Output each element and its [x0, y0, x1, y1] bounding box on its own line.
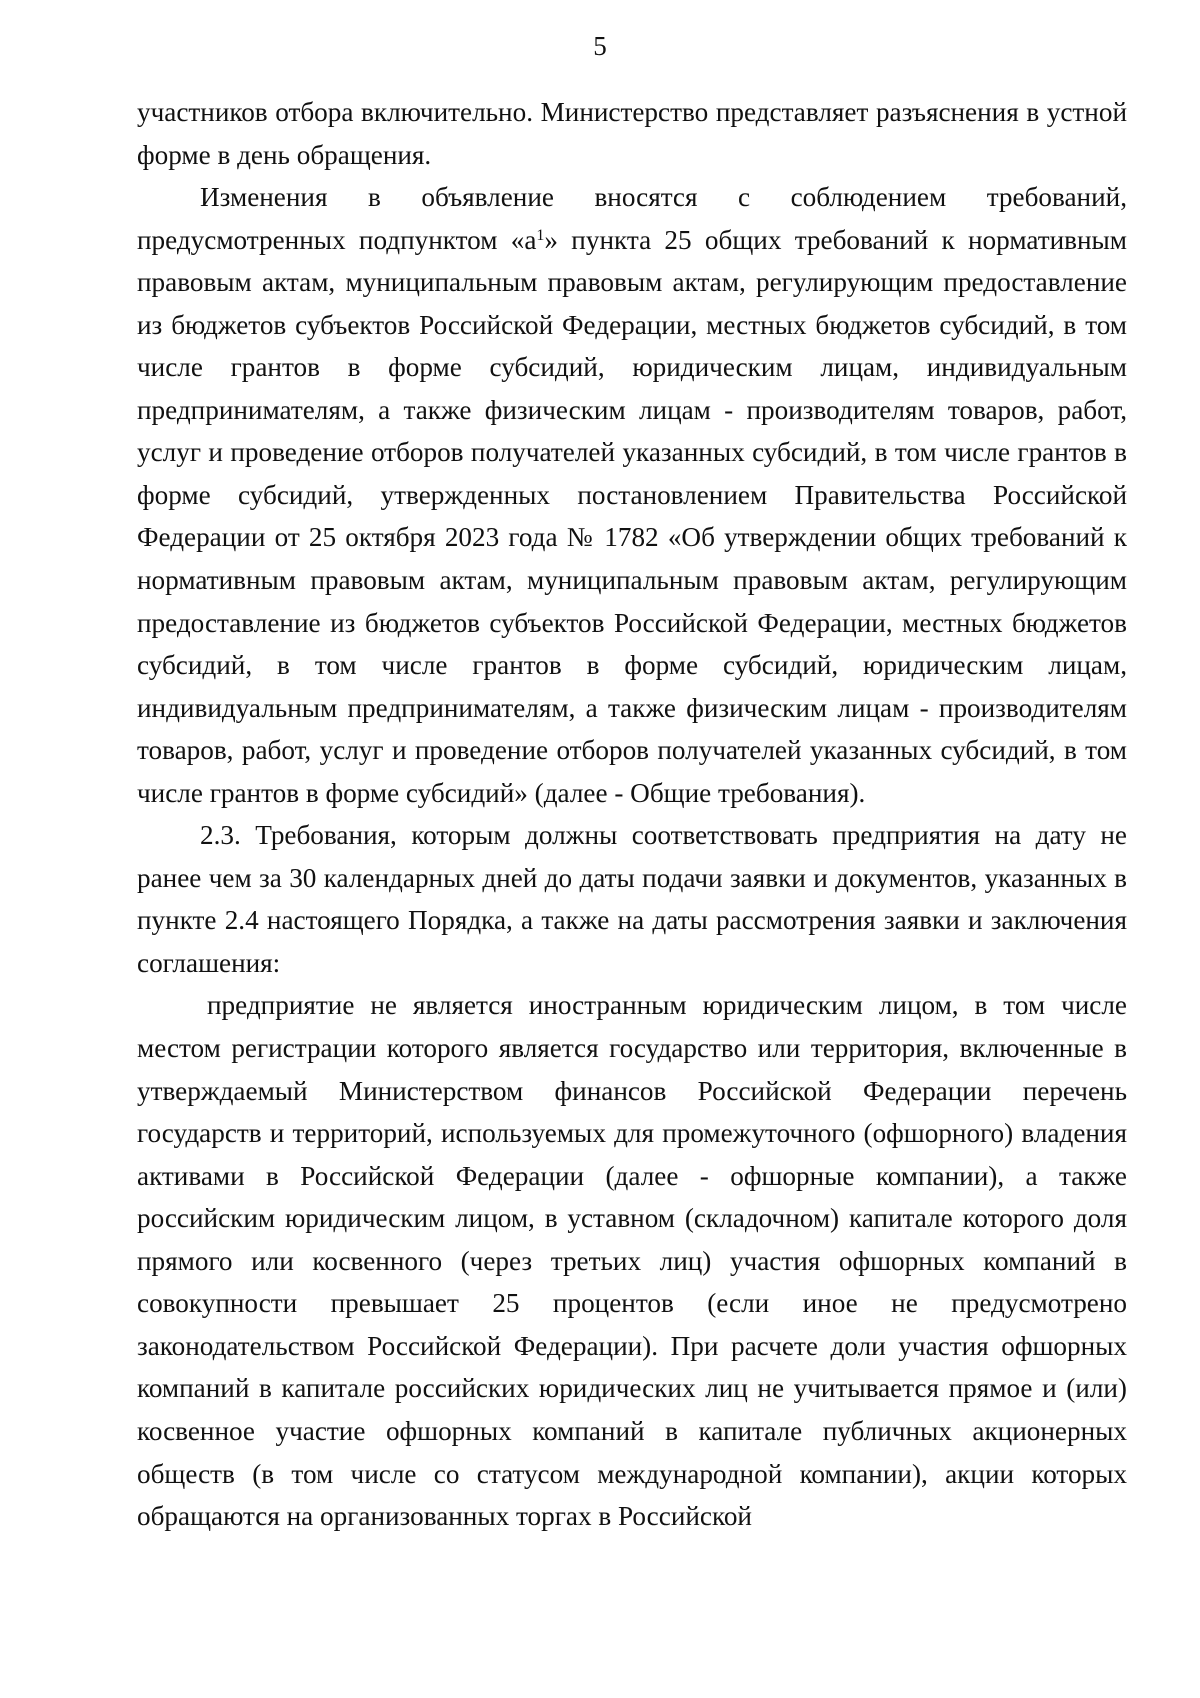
paragraph-amendments: [137, 176, 1127, 814]
paragraph-amendments-text-start: Изменения в объявление вносятся с соблюдением требований, предусмотренных подпунктом «а: [137, 182, 1127, 255]
document-body: [137, 91, 1127, 1538]
page-number: 5: [593, 31, 607, 61]
paragraph-requirements: 2.3. Требования, которым должны соответствовать предприятия на дату не ранее чем за 30 календарных дней до даты подачи заявки и документов, указанных в пункте 2.4 настоящего Порядка, а также на даты рассмотрения заявки и заключения соглашения:: [137, 820, 1127, 978]
superscript-marker: 1: [536, 226, 545, 244]
paragraph-continuation: участников отбора включительно. Министерство представляет разъяснения в устной форме в день обращения.: [137, 97, 1127, 170]
paragraph-amendments-text-end: » пункта 25 общих требований к нормативным правовым актам, муниципальным правовым актам, регулирующим предоставление из бюджетов субъектов Российской Федерации, местных бюджетов субсидий, в том числе грантов в форме субсидий, юридическим лицам, индивидуальным предпринимателям, а также физическим лицам - производителям товаров, работ, услуг и проведение отборов получателей указанных субсидий, в том числе грантов в форме субсидий, утвержденных постановлением Правительства Российской Федерации от 25 октября 2023 года № 1782 «Об утверждении общих требований к нормативным правовым актам, муниципальным правовым актам, регулирующим предоставление из бюджетов субъектов Российской Федерации, местных бюджетов субсидий, в том числе грантов в форме субсидий, юридическим лицам, индивидуальным предпринимателям, а также физическим лицам - производителям товаров, работ, услуг и проведение отборов получателей указанных субсидий, в том числе грантов в форме субсидий» (далее - Общие требования).: [137, 224, 1128, 808]
paragraph-offshore: предприятие не является иностранным юридическим лицом, в том числе местом регистрации которого является государство или территория, включенные в утверждаемый Министерством финансов Российской Федерации перечень государств и территорий, используемых для промежуточного (офшорного) владения активами в Российской Федерации (далее - офшорные компании), а также российским юридическим лицом, в уставном (складочном) капитале которого доля прямого или косвенного (через третьих лиц) участия офшорных компаний в совокупности превышает 25 процентов (если иное не предусмотрено законодательством Российской Федерации). При расчете доли участия офшорных компаний в капитале российских юридических лиц не учитывается прямое и (или) косвенное участие офшорных компаний в капитале публичных акционерных обществ (в том числе со статусом международной компании), акции которых обращаются на организованных торгах в Российской: [137, 990, 1127, 1532]
